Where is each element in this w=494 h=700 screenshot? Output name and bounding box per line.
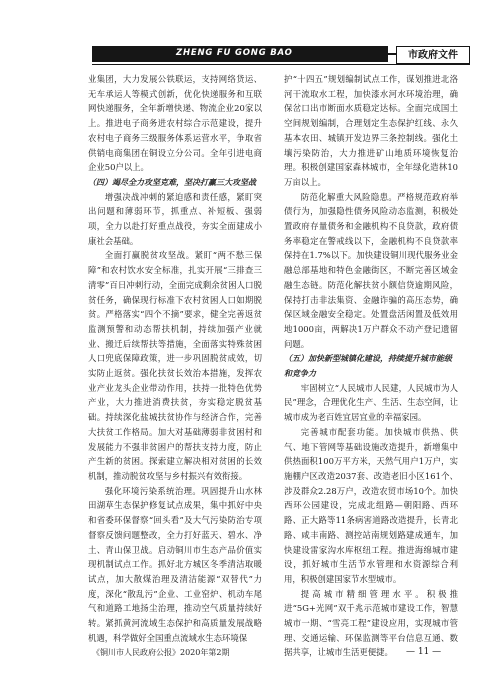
publication-title: ZHENG FU GONG BAO [176, 48, 293, 58]
body-paragraph: 业集团，大力发展公铁联运，支持网络货运、无车承运人等模式创新，优化快递服务和互联网快递服务，全年新增快递、物流企业20家以上。推进电子商务进农村综合示范建设，提升农村电子商务三级服务体系运营水平，争取省供销电商集团在铜设立分公司。全年引进电商企业50户以上。 [88, 74, 262, 173]
body-paragraph: 增强决战冲刺的紧迫感和责任感，紧盯突出问题和薄弱环节，抓重点、补短板、强弱项，全力以赴打好重点战役，夯实全面建成小康社会基础。 [88, 191, 262, 246]
section-label: 市政府文件 [396, 46, 470, 64]
header-connector [388, 53, 396, 55]
section-heading: （五）加快新型城镇化建设，持续提升城市能级和竞争力 [284, 353, 452, 379]
left-column [88, 72, 262, 643]
body-paragraph: 全面打赢脱贫攻坚战。紧盯“两不愁三保障”和农村饮水安全标准，扎实开展“三排查三清零”百日冲刺行动，全面完成剩余贫困人口脱贫任务，确保现行标准下农村贫困人口如期脱贫。严格落实“四个不摘”要求，健全完善返贫监测预警和动态帮扶机制，持续加强产业就业、搬迁后续帮扶等措施，全面落实特殊贫困人口兜底保障政策，进一步巩固脱贫成效，切实防止返贫。强化扶贫长效治本措施，发挥农业产业龙头企业带动作用，扶持一批特色优势产业，大力推进消费扶贫，夯实稳定脱贫基础。持续深化盐城扶贫协作与经济合作，完善大扶贫工作格局。加大对基础薄弱非贫困村和发展能力不强非贫困户的帮扶支持力度，防止产生新的贫困。探索建立解决相对贫困的长效机制，推动脱贫攻坚与乡村振兴有效衔接。 [88, 250, 262, 481]
page-header [0, 0, 494, 72]
body-paragraph: 牢固树立“人民城市人民建，人民城市为人民”理念，合理优化生产、生活、生态空间，让城市成为老百姓宜居宜业的幸福家园。 [284, 382, 458, 423]
body-paragraph: 完善城市配套功能。加快城市供热、供气、地下管网等基础设施改造提升，新增集中供热面积100万平方米，天然气用户1万户，实施棚户区改造2037套、改造老旧小区161个、涉及群众2.28万户，改造农贸市场10个。加快西环公园建设，完成北组路—朝阳路、西环路、正大路等11条病害道路改造提升，长青北路、咸丰南路、测控站南规划路建成通车，加快建设雷家沟水库枢纽工程。推进海绵城市建设，抓好城市生活节水管理和水资源综合利用，积极创建国家节水型城市。 [284, 426, 458, 584]
footer-publication: 《铜川市人民政府公报》2020年第2期 [92, 648, 230, 657]
body-paragraph: 护“十四五”规划编制试点工作，谋划推进北洛河干流取水工程，加快漆水河水环境治理，确保岔口出市断面水质稳定达标。全面完成国土空间规划编制，合理划定生态保护红线、永久基本农田、城镇开发边界三条控制线。强化土壤污染防治，大力推进矿山地质环境恢复治理。积极创建国家森林城市，全年绿化造林10万亩以上。 [284, 74, 458, 187]
body-paragraph: 防范化解重大风险隐患。严格规范政府举债行为，加强隐性债务风险动态监测，积极处置政府存量债务和金融机构不良贷款，政府债务率稳定在警戒线以下，金融机构不良贷款率保持在1.7%以下。加快建设铜川现代服务业金融总部基地和特色金融街区，不断完善区域金融生态链。防范化解扶贫小额信贷逾期风险，保持打击非法集资、金融诈骗的高压态势，确保区域金融安全稳定。处置盘活闲置及低效用地1000亩，两解决1万户群众不动产登记遗留问题。 [284, 191, 458, 349]
section-heading: （四）竭尽全力攻坚克难，坚决打赢三大攻坚战 [88, 176, 256, 187]
page-number: — 11 — [406, 647, 442, 657]
body-paragraph: 强化环境污染系统治理。巩固提升山水林田湖草生态保护修复试点成果，集中抓好中央和省委环保督察“回头看”及大气污染防治专项督察反馈问题整改，全力打好蓝天、碧水、净土、青山保卫战。启动铜川市生态产品价值实现机制试点工作。抓好北方城区冬季清洁取暖试点，加大散煤治理及清洁能源“双替代”力度，深化“散乱污”企业、工业窑炉、机动车尾气和道路工地扬尘治理，推动空气质量持续好转。紧抓黄河流域生态保护和高质量发展战略机遇，科学做好全国重点流域水生态环境保 [88, 485, 262, 643]
right-column [284, 72, 458, 658]
header-rule [92, 64, 470, 65]
body-paragraph: 提高城市精细管理水平。积极推进“5G+光网”双千兆示范城市建设工作，智慧城市一期、“雪亮工程”建设应用，实现城市管理、交通运输、环保监测等平台信息互通、数据共享，让城市生活更便捷。 [284, 588, 458, 658]
